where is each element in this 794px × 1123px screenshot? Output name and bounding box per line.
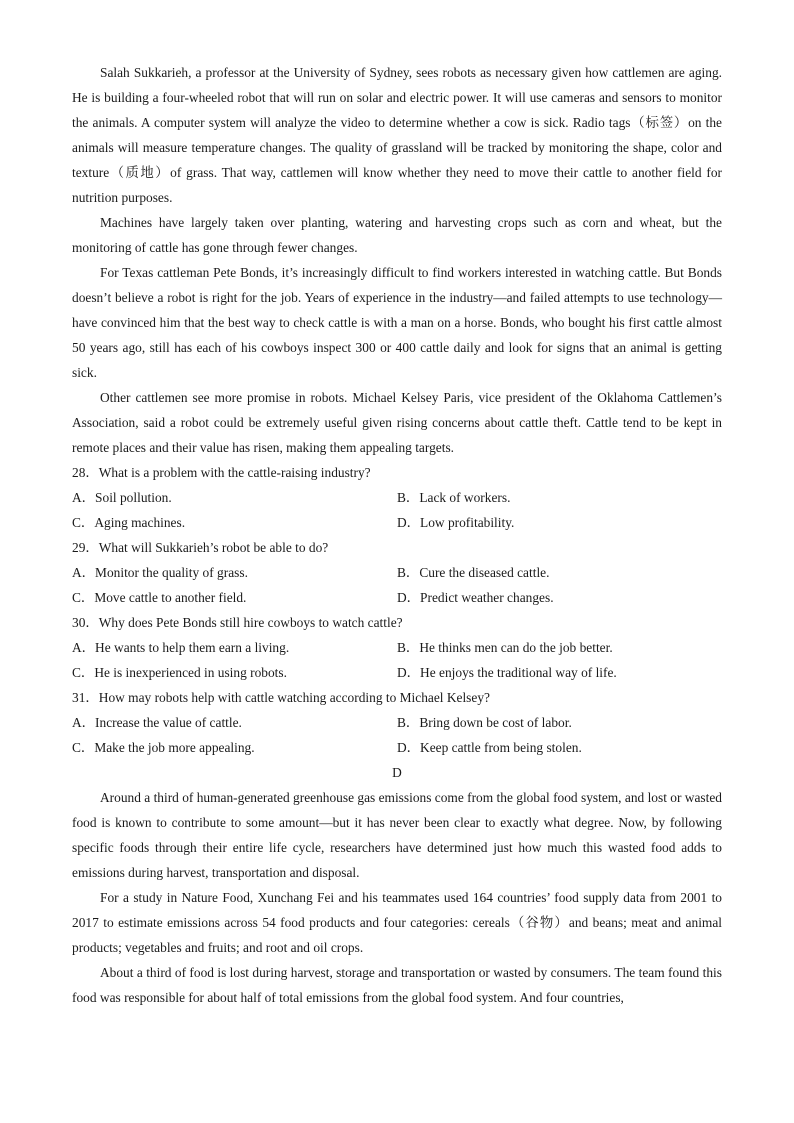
option-a: A．He wants to help them earn a living. [72, 640, 290, 655]
question-stem: 30．Why does Pete Bonds still hire cowboys to watch cattle? [72, 615, 403, 630]
option-a: A．Soil pollution. [72, 490, 172, 505]
question-stem: 31．How may robots help with cattle watching according to Michael Kelsey? [72, 690, 490, 705]
option-b: B．He thinks men can do the job better. [397, 640, 613, 655]
question-30 [72, 610, 722, 685]
question-stem: 29．What will Sukkarieh’s robot be able to do? [72, 540, 329, 555]
paragraph: Other cattlemen see more promise in robots. Michael Kelsey Paris, vice president of the Oklahoma Cattlemen’s Association, said a robot could be extremely useful given rising concerns about cattle theft. Cattle tend to be kept in remote places and their value has risen, making them appealing targets. [72, 390, 722, 455]
option-a: A．Increase the value of cattle. [72, 715, 242, 730]
option-b: B．Cure the diseased cattle. [397, 565, 550, 580]
paragraph: For a study in Nature Food, Xunchang Fei and his teammates used 164 countries’ food supply data from 2001 to 2017 to estimate emissions across 54 food products and four categories: cereals（谷物）and beans; meat and animal products; vegetables and fruits; and root and oil crops. [72, 890, 722, 955]
question-29 [72, 535, 722, 610]
paragraph: About a third of food is lost during harvest, storage and transportation or wasted by consumers. The team found this food was responsible for about half of total emissions from the global food system. And four countries, [72, 965, 722, 1005]
question-31 [72, 685, 722, 760]
option-d: D．Keep cattle from being stolen. [397, 740, 582, 755]
passage-d [72, 785, 722, 1010]
option-b: B．Bring down be cost of labor. [397, 715, 572, 730]
option-d: D．Low profitability. [397, 515, 515, 530]
option-c: C．Make the job more appealing. [72, 740, 255, 755]
option-c: C．Move cattle to another field. [72, 590, 247, 605]
option-d: D．Predict weather changes. [397, 590, 554, 605]
option-b: B．Lack of workers. [397, 490, 511, 505]
option-c: C．Aging machines. [72, 515, 186, 530]
question-28 [72, 460, 722, 535]
paragraph: Machines have largely taken over planting, watering and harvesting crops such as corn and wheat, but the monitoring of cattle has gone through fewer changes. [72, 215, 722, 255]
option-c: C．He is inexperienced in using robots. [72, 665, 287, 680]
paragraph: For Texas cattleman Pete Bonds, it’s increasingly difficult to find workers interested in watching cattle. But Bonds doesn’t believe a robot is right for the job. Years of experience in the industry—and failed attempts to use technology—have convinced him that the best way to check cattle is with a man on a horse. Bonds, who bought his first cattle almost 50 years ago, still has each of his cowboys inspect 300 or 400 cattle daily and look for signs that an animal is getting sick. [72, 265, 722, 380]
question-stem: 28．What is a problem with the cattle-raising industry? [72, 465, 371, 480]
passage-c [72, 60, 722, 460]
option-d: D．He enjoys the traditional way of life. [397, 665, 617, 680]
section-label: D [392, 765, 402, 780]
paragraph: Salah Sukkarieh, a professor at the University of Sydney, sees robots as necessary given how cattlemen are aging. He is building a four-wheeled robot that will run on solar and electric power. It will use cameras and sensors to monitor the animals. A computer system will analyze the video to determine whether a cow is sick. Radio tags（标签）on the animals will measure temperature changes. The quality of grassland will be tracked by monitoring the shape, color and texture（质地）of grass. That way, cattlemen will know whether they need to move their cattle to another field for nutrition purposes. [72, 65, 722, 205]
paragraph: Around a third of human-generated greenhouse gas emissions come from the global food system, and lost or wasted food is known to contribute to some amount—but it has never been clear to exactly what degree. Now, by following specific foods through their entire life cycle, researchers have determined just how much this wasted food adds to emissions during harvest, transportation and disposal. [72, 790, 722, 880]
option-a: A．Monitor the quality of grass. [72, 565, 248, 580]
